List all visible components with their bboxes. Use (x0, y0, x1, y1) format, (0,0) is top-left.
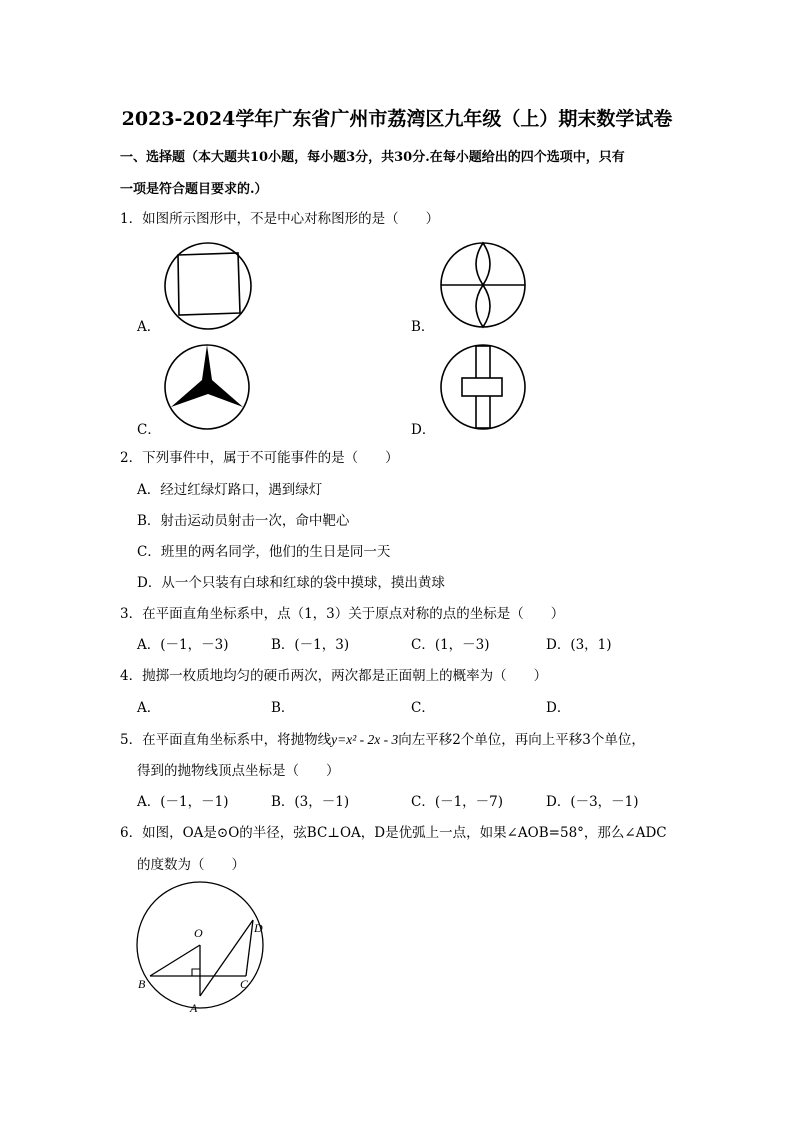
label-o: O (194, 926, 203, 940)
q5-formula: y=x² - 2x - 3 (331, 732, 399, 747)
q2-stem: 2．下列事件中，属于不可能事件的是（ ） (120, 450, 399, 466)
figure-a (163, 241, 253, 331)
label-a: A (190, 1001, 198, 1015)
q5-stem-a: 5．在平面直角坐标系中，将抛物线 (120, 732, 332, 748)
q5-option-b: B．(3，－1) (271, 794, 350, 810)
figure-d (439, 343, 527, 431)
q3-option-c: C．(1，－3) (411, 637, 490, 653)
q2-option-d: D．从一个只装有白球和红球的袋中摸球，摸出黄球 (137, 575, 445, 591)
q4-stem: 4．抛掷一枚质地均匀的硬币两次，两次都是正面朝上的概率为（ ） (120, 668, 548, 684)
q2-option-a: A．经过红绿灯路口，遇到绿灯 (137, 482, 323, 498)
q3-option-a: A．(－1，－3) (137, 637, 229, 653)
q1-label-c: C． (137, 422, 161, 438)
q6-stem-line2: 的度数为（ ） (137, 857, 245, 873)
q3-option-b: B．(－1，3) (271, 637, 350, 653)
q5-stem-line2: 得到的抛物线顶点坐标是（ ） (137, 763, 340, 779)
q6-stem-line1: 6．如图，OA是⊙O的半径，弦BC⊥OA，D是优弧上一点，如果∠AOB=58°，那么∠ADC (120, 825, 667, 841)
label-d: D (254, 921, 263, 935)
section-heading-line1: 一、选择题（本大题共10小题，每小题3分，共30分.在每小题给出的四个选项中，只有 (120, 150, 625, 165)
q1-label-d: D． (411, 422, 436, 438)
page-title: 2023-2024学年广东省广州市荔湾区九年级（上）期末数学试卷 (121, 108, 673, 130)
q1-stem: 1．如图所示图形中，不是中心对称图形的是（ ） (120, 211, 440, 227)
q3-stem: 3．在平面直角坐标系中，点（1，3）关于原点对称的点的坐标是（ ） (120, 606, 565, 622)
figure-c (163, 343, 251, 431)
q3-option-d: D．(3，1) (546, 637, 612, 653)
section-heading-line2: 一项是符合题目要求的.） (120, 182, 268, 197)
q2-option-c: C．班里的两名同学，他们的生日是同一天 (137, 544, 391, 560)
q4-option-a: A． (137, 700, 161, 716)
q5-stem-b: 向左平移2个单位，再向上平移3个单位， (398, 732, 645, 748)
q4-option-d: D． (546, 700, 571, 716)
q4-option-b: B． (271, 700, 295, 716)
q5-option-d: D．(－3，－1) (546, 794, 639, 810)
q6-circle-figure (130, 878, 280, 1018)
q5-option-a: A．(－1，－1) (137, 794, 229, 810)
figure-b (439, 241, 527, 329)
q5-option-c: C．(－1，－7) (411, 794, 504, 810)
label-c: C (240, 977, 249, 991)
q2-option-b: B．射击运动员射击一次，命中靶心 (137, 513, 350, 529)
label-b: B (138, 977, 146, 991)
q5-stem-line1 (120, 728, 645, 748)
q4-option-c: C． (411, 700, 435, 716)
q1-label-b: B． (411, 319, 435, 335)
q1-label-a: A． (137, 319, 161, 335)
